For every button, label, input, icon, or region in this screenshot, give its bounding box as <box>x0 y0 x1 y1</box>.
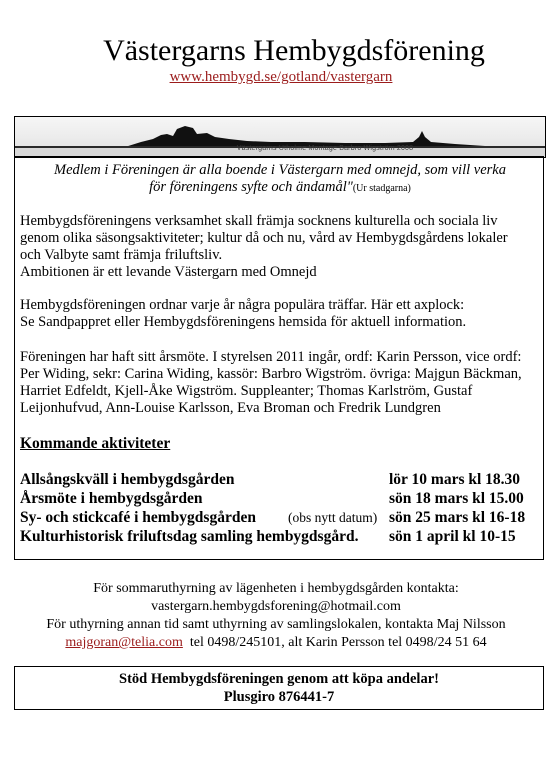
activity-note: (obs nytt datum) <box>288 510 378 525</box>
activity-name: Sy- och stickcafé i hembygdsgården <box>20 509 256 526</box>
activity-name: Kulturhistorisk friluftsdag samling hembygdsgård. <box>20 528 359 545</box>
activity-row <box>20 490 540 507</box>
activity-name: Årsmöte i hembygdsgården <box>20 490 203 507</box>
activity-time: sön 18 mars kl 15.00 <box>389 490 524 507</box>
page-title: Västergarns Hembygdsförening <box>103 34 485 67</box>
purpose-paragraph <box>20 213 540 281</box>
website-link[interactable]: www.hembygd.se/gotland/vastergarn <box>169 69 393 85</box>
activity-time: sön 1 april kl 10-15 <box>389 528 516 545</box>
quote-source: (Ur stadgarna) <box>352 183 411 194</box>
activity-time: sön 25 mars kl 16-18 <box>389 509 526 526</box>
main-info-box <box>14 156 544 560</box>
support-text: Stöd Hembygdsföreningen genom att köpa andelar! <box>119 671 439 687</box>
paragraph-line: Leijonhufvud, Ann-Louise Karlsson, Eva Broman och Fredrik Lundgren <box>20 400 441 416</box>
paragraph-line: Harriet Edfeldt, Kjell-Åke Wigström. Suppleanter; Thomas Karlström, Gustaf <box>20 383 473 399</box>
activity-row <box>20 471 540 488</box>
activity-row <box>20 509 540 526</box>
activity-name: Allsångskväll i hembygdsgården <box>20 471 235 488</box>
contact-section <box>0 580 552 652</box>
support-box <box>14 666 544 710</box>
paragraph-line: Hembygdsföreningens verksamhet skall främja socknens kulturella och sociala liv <box>20 213 498 229</box>
banner-image <box>14 116 546 158</box>
paragraph-line: och Valbyte samt främja friluftsliv. <box>20 247 223 263</box>
paragraph-line: genom olika säsongsaktiviteter; kultur då och nu, vård av Hembygdsgårdens lokaler <box>20 230 508 246</box>
contact-line <box>0 634 552 652</box>
plusgiro-number: Plusgiro 876441-7 <box>223 689 335 705</box>
activity-time: lör 10 mars kl 18.30 <box>389 471 521 488</box>
events-paragraph <box>20 297 540 331</box>
board-paragraph <box>20 349 540 417</box>
contact-email: vastergarn.hembygdsforening@hotmail.com <box>151 599 401 614</box>
website-url-line <box>0 69 552 86</box>
paragraph-line: Föreningen har haft sitt årsmöte. I styrelsen 2011 ingår, ordf: Karin Persson, vice ordf: <box>20 349 522 365</box>
paragraph-line: Per Widing, sekr: Carina Widing, kassör: Barbro Wigström. övriga: Majgun Bäckman, <box>20 366 522 382</box>
activity-row <box>20 528 540 545</box>
quote-line-2-text: för föreningens syfte och ändamål" <box>149 179 353 195</box>
banner-caption: Västergarns Utholme Montage Barbro Wigström 2008 <box>236 145 414 152</box>
contact-phone-text: tel 0498/245101, alt Karin Persson tel 0498/24 51 64 <box>189 635 487 650</box>
email-link[interactable]: majgoran@telia.com <box>65 635 183 650</box>
statute-quote <box>15 162 545 197</box>
quote-line-2 <box>15 179 545 197</box>
paragraph-line: Ambitionen är ett levande Västergarn med Omnejd <box>20 264 317 280</box>
activities-heading: Kommande aktiviteter <box>20 435 171 452</box>
contact-line: För sommaruthyrning av lägenheten i hembygdsgården kontakta: <box>93 581 459 596</box>
quote-line-1: Medlem i Föreningen är alla boende i Västergarn med omnejd, som vill verka <box>54 162 506 178</box>
paragraph-line: Hembygdsföreningen ordnar varje år några populära träffar. Här ett axplock: <box>20 297 465 313</box>
paragraph-line: Se Sandpappret eller Hembygdsföreningens hemsida för aktuell information. <box>20 314 467 330</box>
contact-line: För uthyrning annan tid samt uthyrning av samlingslokalen, kontakta Maj Nilsson <box>46 617 506 632</box>
